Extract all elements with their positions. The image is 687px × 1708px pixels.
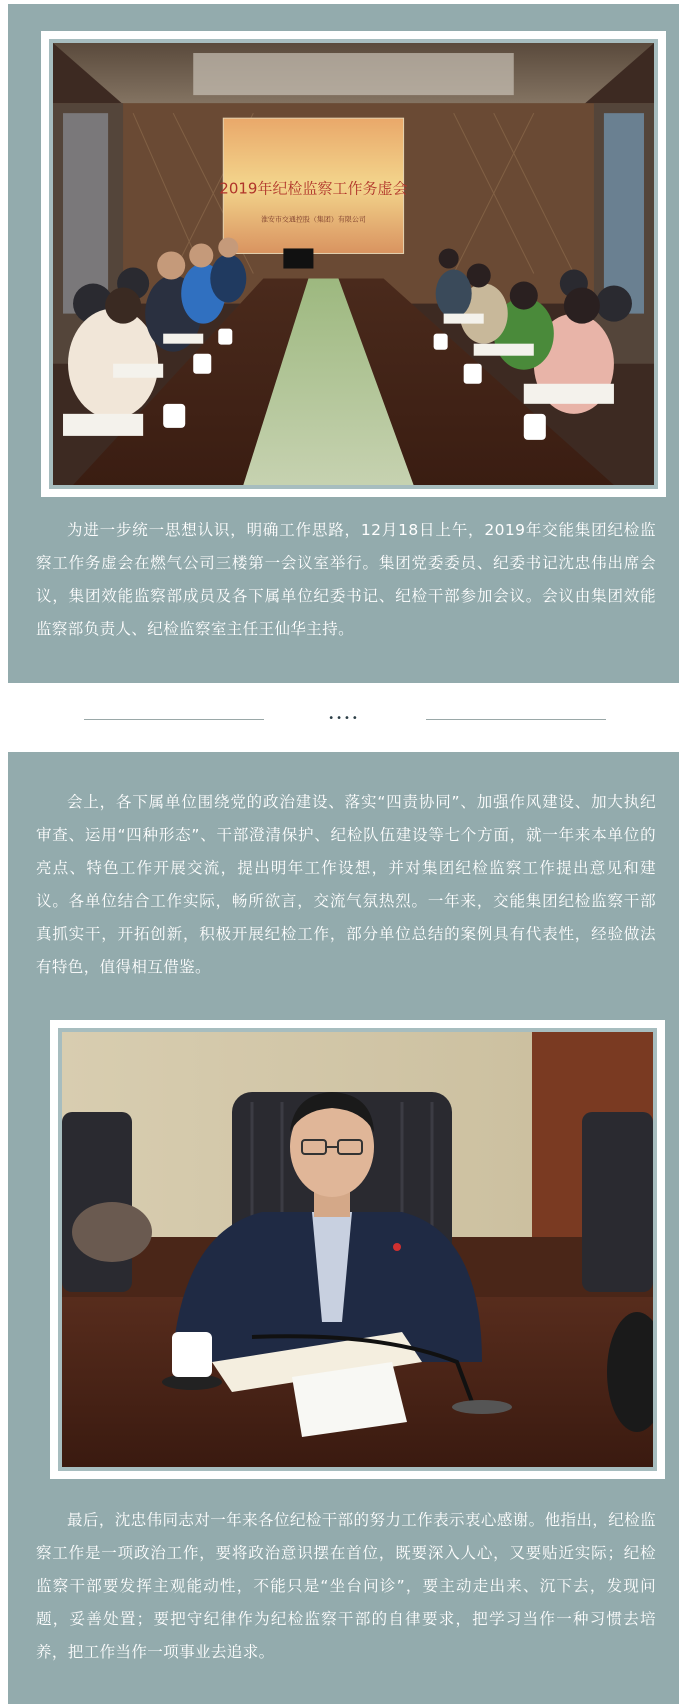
screen-title: 2019年纪检监察工作务虚会 <box>219 179 408 198</box>
divider-line-left <box>84 719 264 720</box>
photo-border <box>58 1028 657 1471</box>
section-divider <box>0 683 687 752</box>
photo-border <box>49 39 658 489</box>
article-panel-2 <box>8 752 679 1704</box>
meeting-room-image <box>53 43 654 485</box>
meeting-room-photo <box>41 31 666 497</box>
intro-paragraph: 为进一步统一思想认识，明确工作思路，12月18日上午，2019年交能集团纪检监察工作务虚会在燃气公司三楼第一会议室举行。集团党委委员、纪委书记沈忠伟出席会议，集团效能监察部成员及各下属单位纪委书记、纪检干部参加会议。会议由集团效能监察部负责人、纪检监察室主任王仙华主持。 <box>36 521 656 638</box>
closing-paragraph: 最后，沈忠伟同志对一年来各位纪检干部的努力工作表示衷心感谢。他指出，纪检监察工作是一项政治工作，要将政治意识摆在首位，既要深入人心，又要贴近实际；纪检监察干部要发挥主观能动性，不能只是“坐台问诊”，要主动走出来、沉下去，发现问题，妥善处置；要把守纪律作为纪检监察干部的自律要求，把学习当作一种习惯去培养，把工作当作一项事业去追求。 <box>36 1511 656 1661</box>
article-panel-1 <box>8 4 679 683</box>
discussion-paragraph: 会上，各下属单位围绕党的政治建设、落实“四责协同”、加强作风建设、加大执纪审查、运用“四种形态”、干部澄清保护、纪检队伍建设等七个方面，就一年来本单位的亮点、特色工作开展交流，提出明年工作设想，并对集团纪检监察工作提出意见和建议。各单位结合工作实际，畅所欲言，交流气氛热烈。一年来，交能集团纪检监察干部真抓实干，开拓创新，积极开展纪检工作，部分单位总结的案例具有代表性，经验做法有特色，值得相互借鉴。 <box>36 793 656 976</box>
speaker-image <box>62 1032 653 1467</box>
divider-line-right <box>426 719 606 720</box>
divider-dots: •••• <box>328 713 360 724</box>
screen-subtitle: 淮安市交通控股（集团）有限公司 <box>260 214 366 224</box>
speaker-photo <box>50 1020 665 1479</box>
